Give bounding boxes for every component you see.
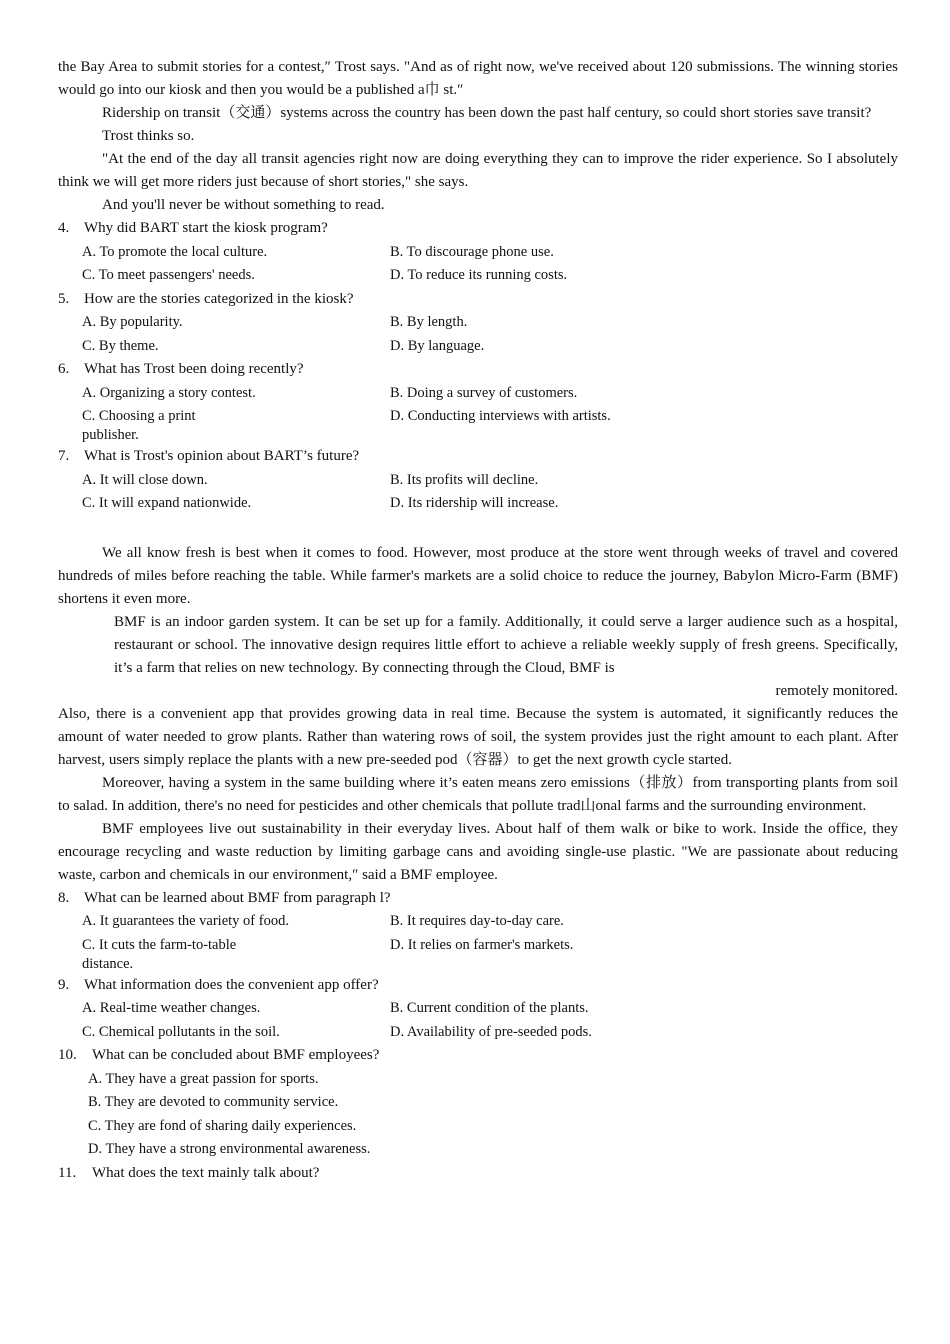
option-a: A. By popularity. (82, 314, 183, 330)
question-9 (58, 974, 898, 1045)
question-7 (58, 445, 898, 516)
option-c: C. To meet passengers' needs. (82, 267, 255, 283)
passage1-paragraph: "At the end of the day all transit agencies right now are doing everything they can to improve the rider experience. So I absolutely think we will get more riders just because of short stories," she says. (58, 151, 898, 190)
question-4 (58, 217, 898, 288)
question-text: What is Trost's opinion about BART’s future? (84, 448, 360, 464)
option-d: D. Conducting interviews with artists. (390, 408, 611, 424)
passage2-paragraph-2: BMF is an indoor garden system. It can be set up for a family. Additionally, it could serve a larger audience such as a hospital, restaurant or school. The innovative design requires little effort to achieve a reliable weekly supply of fresh greens. Specifically, it’s a farm that relies on new technology. By connecting through the Cloud, BMF is (114, 613, 898, 676)
passage2-paragraph-4: Moreover, having a system in the same building where it’s eaten means zero emissions（排放）from transporting plants from soil to salad. In addition, there's no need for pesticides and other chemicals that pollute trad山onal farms and the surrounding environment. (58, 774, 898, 814)
option-c: C. It will expand nationwide. (82, 495, 252, 511)
passage2-paragraph-2-end: remotely monitored. (775, 682, 898, 699)
option-b: B. Its profits will decline. (390, 471, 539, 488)
option-c: C. By theme. (82, 337, 159, 354)
option-a: A. Organizing a story contest. (82, 384, 256, 401)
question-text: What does the text mainly talk about? (92, 1164, 320, 1181)
option-d: D. By language. (390, 337, 485, 354)
question-number: 9. (58, 976, 70, 993)
exam-page (58, 56, 898, 1185)
question-number: 7. (58, 448, 70, 464)
option-b: B. To discourage phone use. (390, 243, 554, 260)
option-c: C. They are fond of sharing daily experiences. (88, 1117, 357, 1134)
option-b: B. They are devoted to community service. (88, 1094, 339, 1110)
option-b: B. It requires day-to-day care. (390, 913, 564, 929)
question-10 (58, 1044, 898, 1162)
question-number: 4. (58, 220, 70, 236)
question-text: How are the stories categorized in the kiosk? (84, 290, 354, 307)
passage1-paragraph: Ridership on transit（交通）systems across the country has been down the past half century, so could short stories save transit? (102, 105, 872, 121)
option-b: B. Current condition of the plants. (390, 1000, 589, 1016)
question-11 (58, 1162, 898, 1186)
question-5 (58, 288, 898, 359)
passage1-paragraph: the Bay Area to submit stories for a contest,″ Trost says. "And as of right now, we've received about 120 submissions. The winning stories would go into our kiosk and then you would be a published a巾 st.″ (58, 59, 898, 98)
option-a: A. To promote the local culture. (82, 243, 268, 260)
option-d: D. To reduce its running costs. (390, 267, 568, 283)
question-6 (58, 358, 898, 445)
question-text: Why did BART start the kiosk program? (84, 220, 328, 236)
option-d: D. Availability of pre-seeded pods. (390, 1023, 592, 1040)
option-a: A. Real-time weather changes. (82, 1000, 261, 1016)
passage1-paragraph: And you'll never be without something to read. (102, 197, 385, 213)
option-a: A. It will close down. (82, 471, 208, 488)
passage2-paragraph-5: BMF employees live out sustainability in their everyday lives. About half of them walk or bike to work. Inside the office, they encourage recycling and waste reduction by limiting garbage cans and avoiding single-use plastic. "We are passionate about reducing waste, carbon and chemicals in our environment,″ said a BMF employee. (58, 820, 898, 883)
question-number: 5. (58, 290, 70, 307)
option-b: B. Doing a survey of customers. (390, 384, 578, 401)
question-text: What can be concluded about BMF employees? (92, 1047, 380, 1063)
option-d: D. It relies on farmer's markets. (390, 936, 574, 953)
option-d: D. They have a strong environmental awareness. (88, 1141, 371, 1157)
passage2-paragraph-1: We all know fresh is best when it comes to food. However, most produce at the store went through weeks of travel and covered hundreds of miles before reaching the table. While farmer's markets are a solid choice to reduce the journey, Babylon Micro-Farm (BMF) shortens it even more. (58, 544, 898, 607)
passage1-paragraph: Trost thinks so. (102, 128, 195, 144)
option-c: C. Chemical pollutants in the soil. (82, 1023, 280, 1040)
question-8 (58, 887, 898, 974)
option-d: D. Its ridership will increase. (390, 495, 559, 511)
option-c: C. It cuts the farm-to-table distance. (82, 936, 237, 972)
question-number: 8. (58, 889, 70, 906)
passage2-paragraph-3: Also, there is a convenient app that provides growing data in real time. Because the system is automated, it significantly reduces the amount of water needed to grow plants. Rather than watering rows of soil, the system provides just the right amount to each plant. After harvest, users simply replace the plants with a new pre-seeded pod（容器）to get the next growth cycle started. (58, 705, 898, 768)
option-a: A. They have a great passion for sports. (88, 1070, 319, 1087)
question-number: 11. (58, 1164, 77, 1181)
question-text: What has Trost been doing recently? (84, 361, 304, 377)
question-number: 6. (58, 361, 70, 377)
option-a: A. It guarantees the variety of food. (82, 913, 289, 929)
option-c: C. Choosing a print publisher. (82, 408, 196, 443)
question-text: What information does the convenient app offer? (84, 976, 379, 993)
question-number: 10. (58, 1047, 77, 1063)
question-text: What can be learned about BMF from paragraph l? (84, 889, 391, 906)
option-b: B. By length. (390, 314, 468, 330)
